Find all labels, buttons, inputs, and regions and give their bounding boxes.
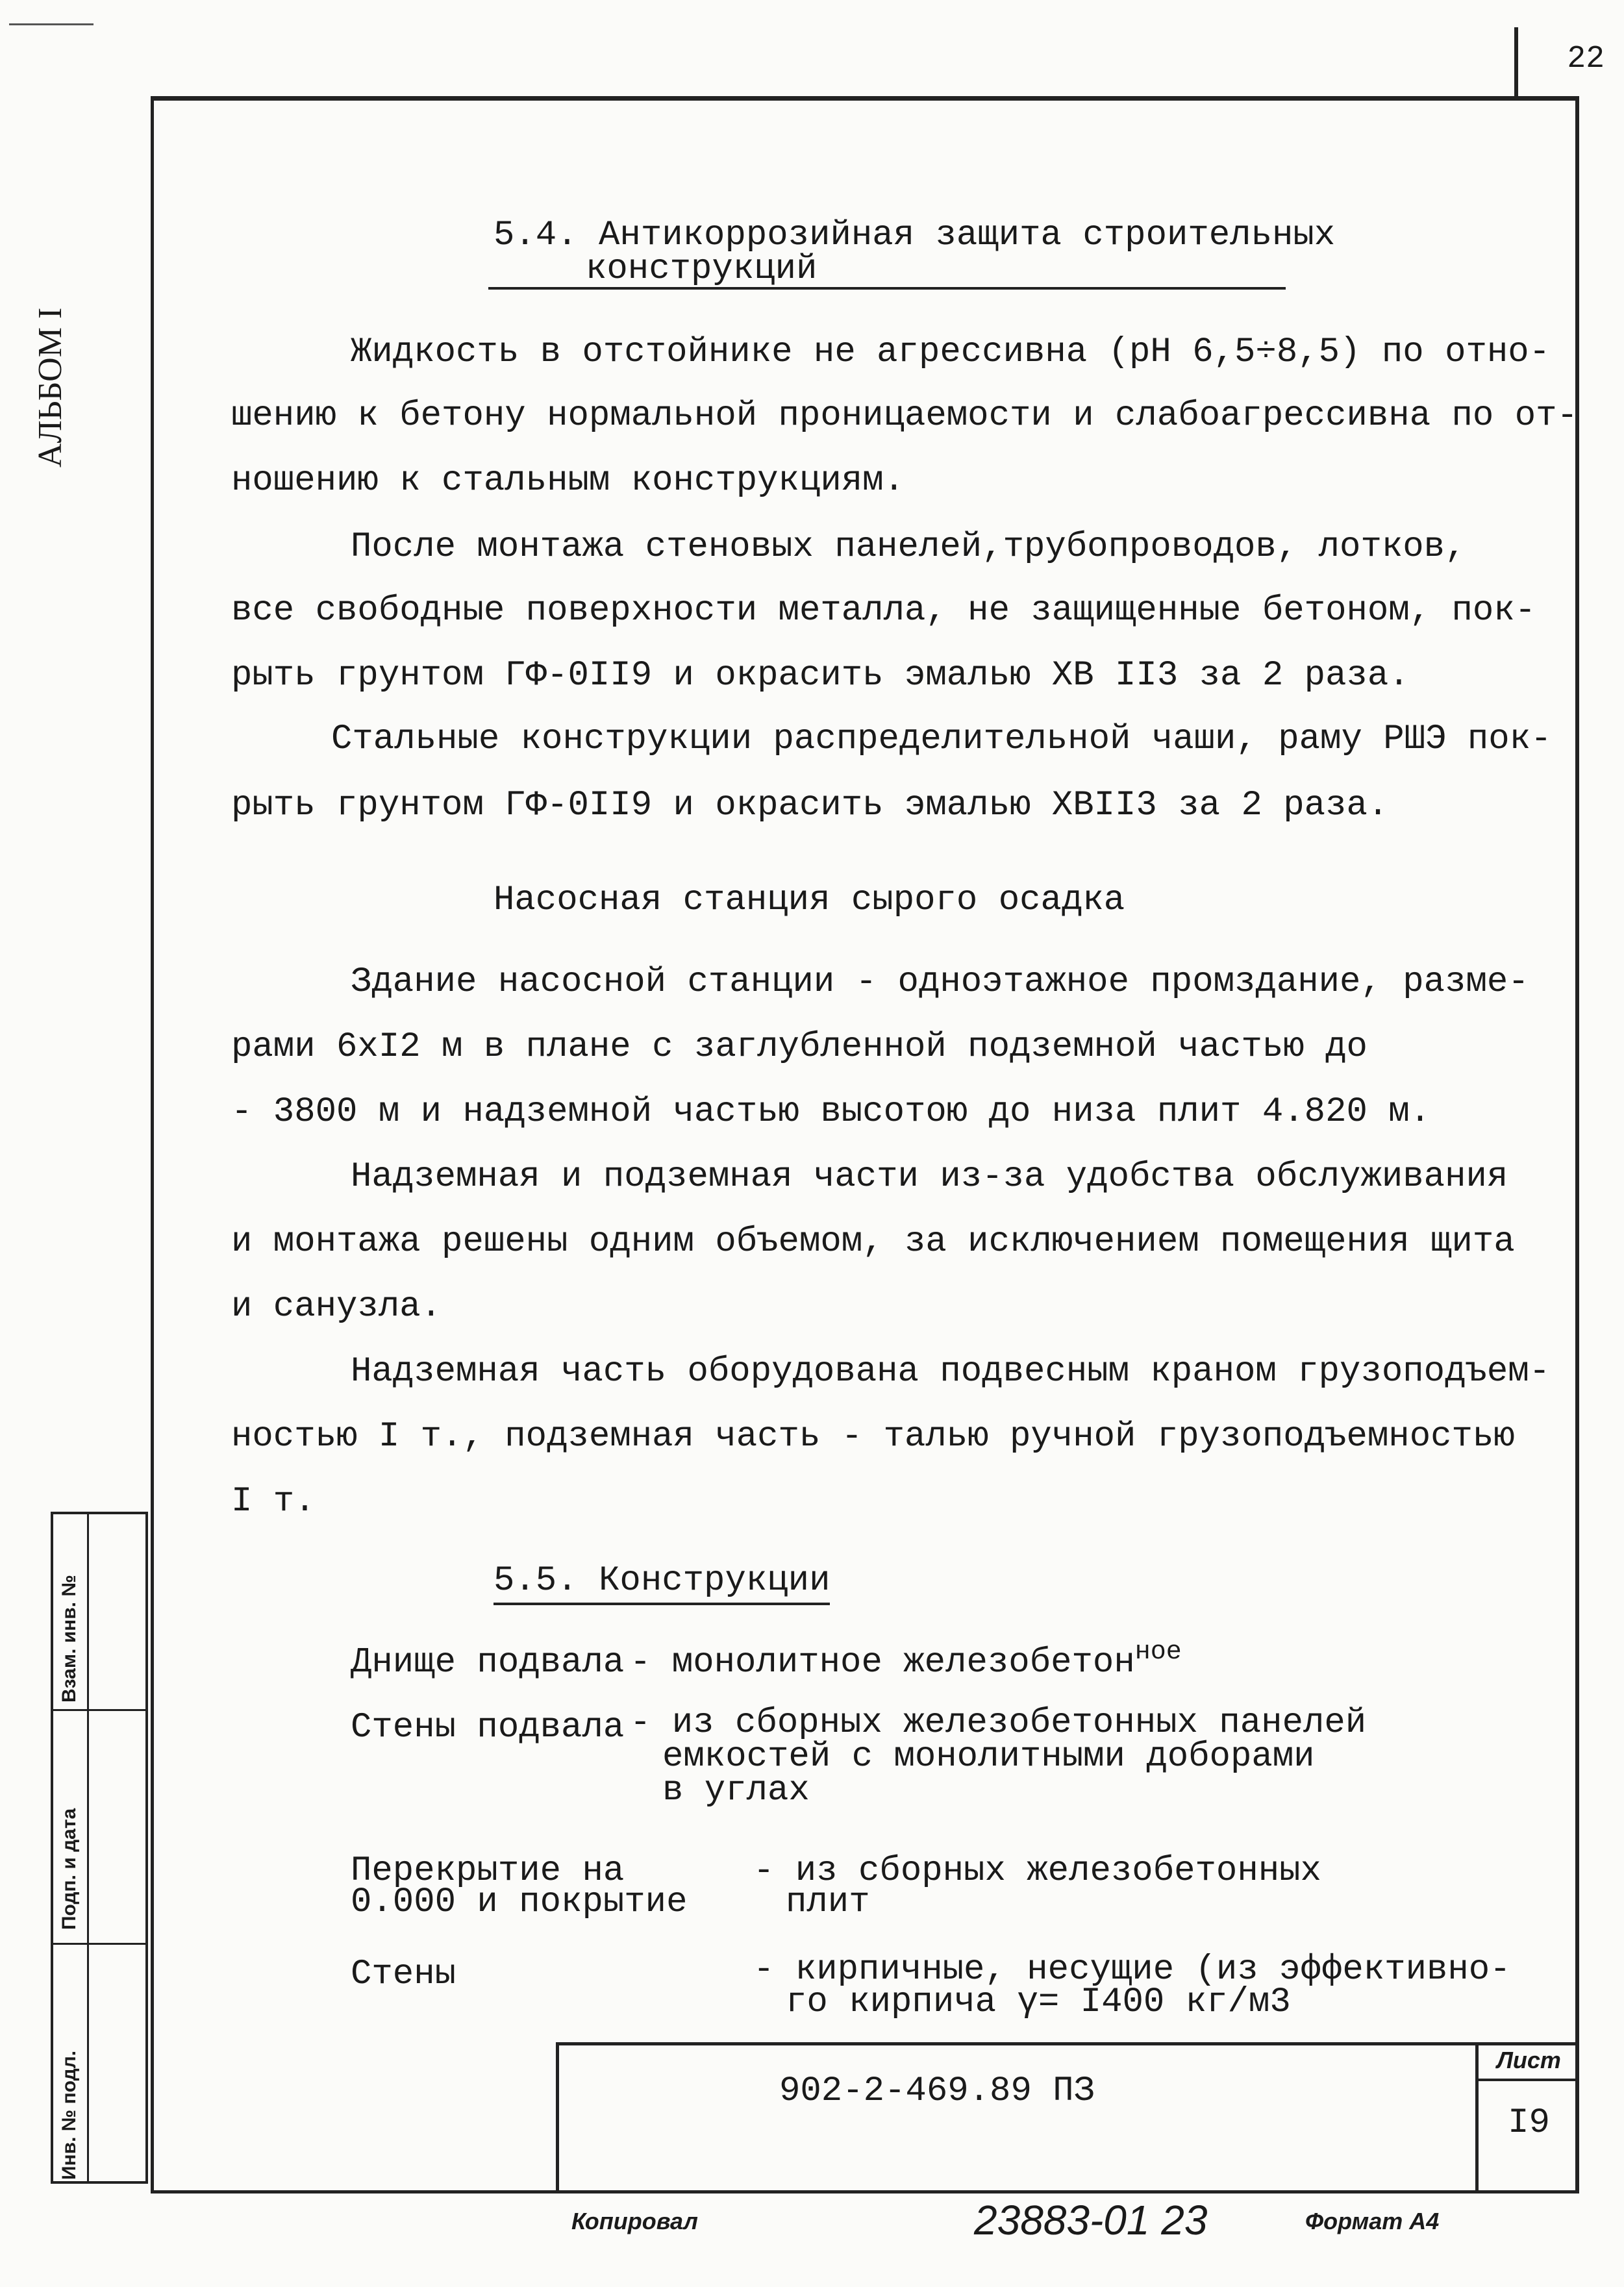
stamp-divider <box>87 1514 89 2181</box>
stamp-divider <box>53 1943 145 1945</box>
sheet-label: Лист <box>1479 2042 1579 2081</box>
album-label: АЛЬБОМ I <box>32 307 69 468</box>
walls-value-2: го кирпича γ= I400 кг/м3 <box>786 1982 1291 2022</box>
footer-archive-number: 23883-01 23 <box>974 2197 1208 2243</box>
bottom-value: - монолитное железобетон$^{ное}$ <box>630 1638 1182 1682</box>
paragraph-line: Надземная и подземная части из-за удобства обслуживания <box>351 1157 1508 1197</box>
basement-walls-value-2: емкостей с монолитными доборами <box>662 1737 1315 1777</box>
paragraph-line: ностью I т., подземная часть - талью ручной грузоподъемностью <box>231 1417 1515 1456</box>
walls-label: Стены <box>351 1955 456 1994</box>
paragraph-line: шению к бетону нормальной проницаемости и слабоагрессивна по от- <box>231 396 1578 436</box>
paragraph-line: - 3800 м и надземной частью высотою до низа плит 4.820 м. <box>231 1092 1431 1132</box>
roof-value-1: - из сборных железобетонных <box>753 1851 1321 1891</box>
footer-format: Формат А4 <box>1305 2208 1440 2234</box>
section-5-4-title-line2: конструкций <box>488 252 1286 290</box>
stamp-divider <box>53 1709 145 1711</box>
basement-walls-value-3: в углах <box>662 1771 810 1810</box>
section-5-4-title-line1: 5.4. Антикоррозийная защита строительных <box>493 216 1336 255</box>
walls-value-1: - кирпичные, несущие (из эффективно- <box>753 1950 1511 1990</box>
paragraph-line: рами 6хI2 м в плане с заглубленной подземной частью до <box>231 1027 1368 1067</box>
roof-label-2: 0.000 и покрытие <box>351 1882 688 1922</box>
paragraph-line: Стальные конструкции распределительной чаши, раму РШЭ пок- <box>331 719 1552 759</box>
paragraph-line: все свободные поверхности металла, не защищенные бетоном, пок- <box>231 591 1536 631</box>
paragraph-line: Жидкость в отстойнике не агрессивна (рН 6,5÷8,5) по отно- <box>351 332 1551 372</box>
page-number: 22 <box>1567 42 1605 77</box>
section-5-5-title: 5.5. Конструкции <box>493 1564 830 1605</box>
paragraph-line: Здание насосной станции - одноэтажное промздание, разме- <box>351 962 1529 1002</box>
stamp-signature-date: Подп. и дата <box>58 1808 80 1930</box>
paragraph-line: После монтажа стеновых панелей,трубопроводов, лотков, <box>351 527 1466 567</box>
approval-stamp <box>51 1512 148 2184</box>
paragraph-line: и санузла. <box>231 1287 442 1327</box>
top-left-dash <box>9 23 94 25</box>
paragraph-line: рыть грунтом ГФ-0II9 и окрасить эмалью ХВ II3 за 2 раза. <box>231 656 1410 695</box>
sheet-number: I9 <box>1508 2103 1550 2143</box>
footer-copied: Копировал <box>571 2208 698 2234</box>
title-block <box>556 2042 1579 2193</box>
paragraph-line: Надземная часть оборудована подвесным краном грузоподъем- <box>351 1352 1551 1392</box>
document-number: 902-2-469.89 ПЗ <box>779 2071 1095 2111</box>
bottom-label: Днище подвала <box>351 1643 625 1682</box>
roof-value-2: плит <box>786 1882 870 1922</box>
stamp-replace-inventory: Взам. инв. № <box>58 1575 80 1703</box>
page-number-bar <box>1514 27 1518 99</box>
stamp-inventory-number: Инв. № подл. <box>58 2050 80 2180</box>
roof-label-1: Перекрытие на <box>351 1851 625 1891</box>
basement-walls-value-1: - из сборных железобетонных панелей <box>630 1703 1367 1743</box>
subheading-pump-station: Насосная станция сырого осадка <box>493 881 1125 920</box>
paragraph-line: I т. <box>231 1482 316 1521</box>
sheet-cell <box>1475 2042 1579 2193</box>
paragraph-line: рыть грунтом ГФ-0II9 и окрасить эмалью ХВII3 за 2 раза. <box>231 786 1389 825</box>
basement-walls-label: Стены подвала <box>351 1708 625 1747</box>
paragraph-line: и монтажа решены одним объемом, за исключением помещения щита <box>231 1222 1515 1262</box>
paragraph-line: ношению к стальным конструкциям. <box>231 461 905 501</box>
